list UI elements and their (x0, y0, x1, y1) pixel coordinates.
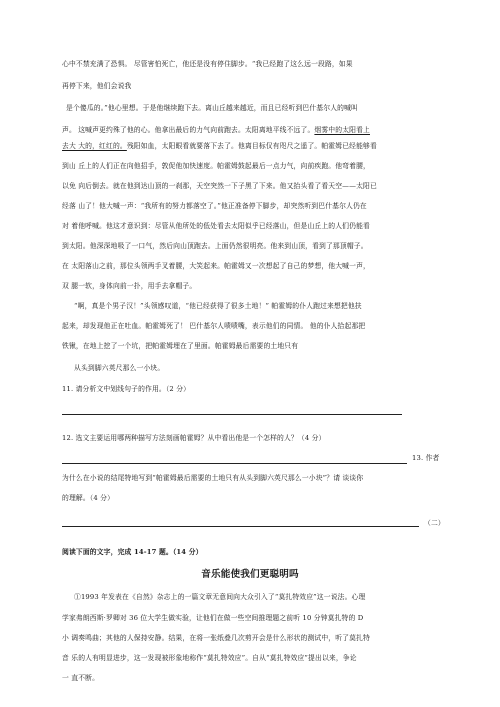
text-line (0, 140, 500, 153)
underlined-sentence: 去大 大的，红红的。 (62, 142, 127, 150)
text-line: 从头到脚六英尺那么一小块。 (74, 364, 165, 372)
reading-instruction: 阅读下面的文字，完成 14-17 题。（14 分） (62, 548, 203, 556)
text-line: 起来，却发现他正在吐血。帕霍姆死了！ 巴什基尔人啧啧嘴，表示他们的同情。 他的仆人拾起那把 (62, 322, 366, 330)
text-segment: 声。 这喊声更约殊了他的心。他拿出最后的力气向前跑去。太阳离地平线不远了。 (62, 126, 315, 134)
text-line: ①1993 年发表在《自然》杂志上的一篇文章无意间向大众引入了“莫扎特效应”这一说法。心理 (74, 593, 366, 601)
text-line: 音 乐的人有明显进步，这一发现被形象地称作“莫扎特效应”。自从“莫扎特效应”提出以来，争论 (62, 654, 357, 662)
text-line: 到太阳。他深深地吸了一口气，然后向山顶跑去。上面仍然很明亮。他来到山顶，看到了那顶帽子。 (62, 242, 368, 250)
text-line (0, 124, 500, 137)
text-line: 小 调奏鸣曲；其他的人保持安静。结果，在将一张纸叠几次剪开会是什么形状的测试中，听了莫扎特 (62, 634, 370, 642)
text-line: 以免 向后倒去。就在他到达山顶的一刹那，天空突然一下子黑了下来。他又抬头看了看天空——太阳已 (62, 182, 377, 190)
question-13-line: 为什么在小说的结尾特地写到“帕霍姆最后需要的土地只有从头到脚六英尺那么一小块”？请 谈谈你 (62, 474, 364, 482)
text-line: 对 着他呼喊。他这才意识到：尽管从他所处的低处看去太阳似乎已经落山，但是山丘上的人们仍能看 (62, 222, 370, 230)
text-line: 双 腿一软，身体向前一扑，用手去拿帽子。 (62, 282, 197, 290)
underlined-sentence: 烟雾中的太阳看上 (314, 126, 370, 134)
article-title: 音乐能使我们更聪明吗 (201, 569, 299, 580)
text-line: 铁锹，在地上挖了一个坑，把帕霍姆埋在了里面。帕霍姆最后需要的土地只有 (62, 342, 299, 350)
text-line: 再停下来，他们会说我 (62, 82, 132, 90)
text-line: 经落 山了！他大喊一声：“我所有的努力都落空了。”他正准备停下脚步，却突然听到巴什基尔人仍在 (62, 202, 367, 210)
text-line: 学家弗朗西斯·罗卿对 36 位大学生做实验，让他们在做一些空间推理题之前听 10 分钟莫扎特的 D (62, 614, 364, 622)
text-segment: 残阳如血，太阳眼看就要落下去了。他离目标仅有咫尺之遥了。帕霍姆已经能够看 (126, 142, 377, 150)
text-line: 一 直不断。 (62, 674, 100, 682)
answer-line[interactable] (62, 414, 402, 415)
section-two-label: （二） (424, 519, 445, 527)
text-line: 到山 丘上的人们正在向他招手，敦促他加快速度。帕霍姆鼓起最后一点力气，向前疾跑。他弯着腰， (62, 162, 370, 170)
text-line: 是个傻瓜的。”他心里想。于是他继续跑下去。离山丘越来越近，而且已经听到巴什基尔人的喊叫 (66, 104, 358, 112)
question-13-lead: 13. 作者 (412, 454, 440, 462)
text-line: “啊，真是个男子汉！”头领感叹道，“他已经获得了很多土地！” 帕霍姆的仆人跑过来想把他扶 (74, 302, 362, 310)
text-line: 心中不禁充满了恐惧。 尽管害怕死亡，他还是没有停住脚步。“我已经跑了这么远一段路，如果 (62, 60, 353, 68)
question-11: 11. 请分析文中划线句子的作用。（2 分） (62, 385, 191, 393)
question-13-line: 的理解。（4 分） (62, 494, 115, 502)
text-line: 在 太阳落山之前，那位头领两手叉着腰，大笑起来。帕霍姆又一次想起了自己的梦想，他大喊一声， (62, 262, 370, 270)
question-12: 12. 选文主要运用哪两种描写方法刻画帕霍姆？从中看出他是一个怎样的人？（4 分） (62, 434, 326, 442)
